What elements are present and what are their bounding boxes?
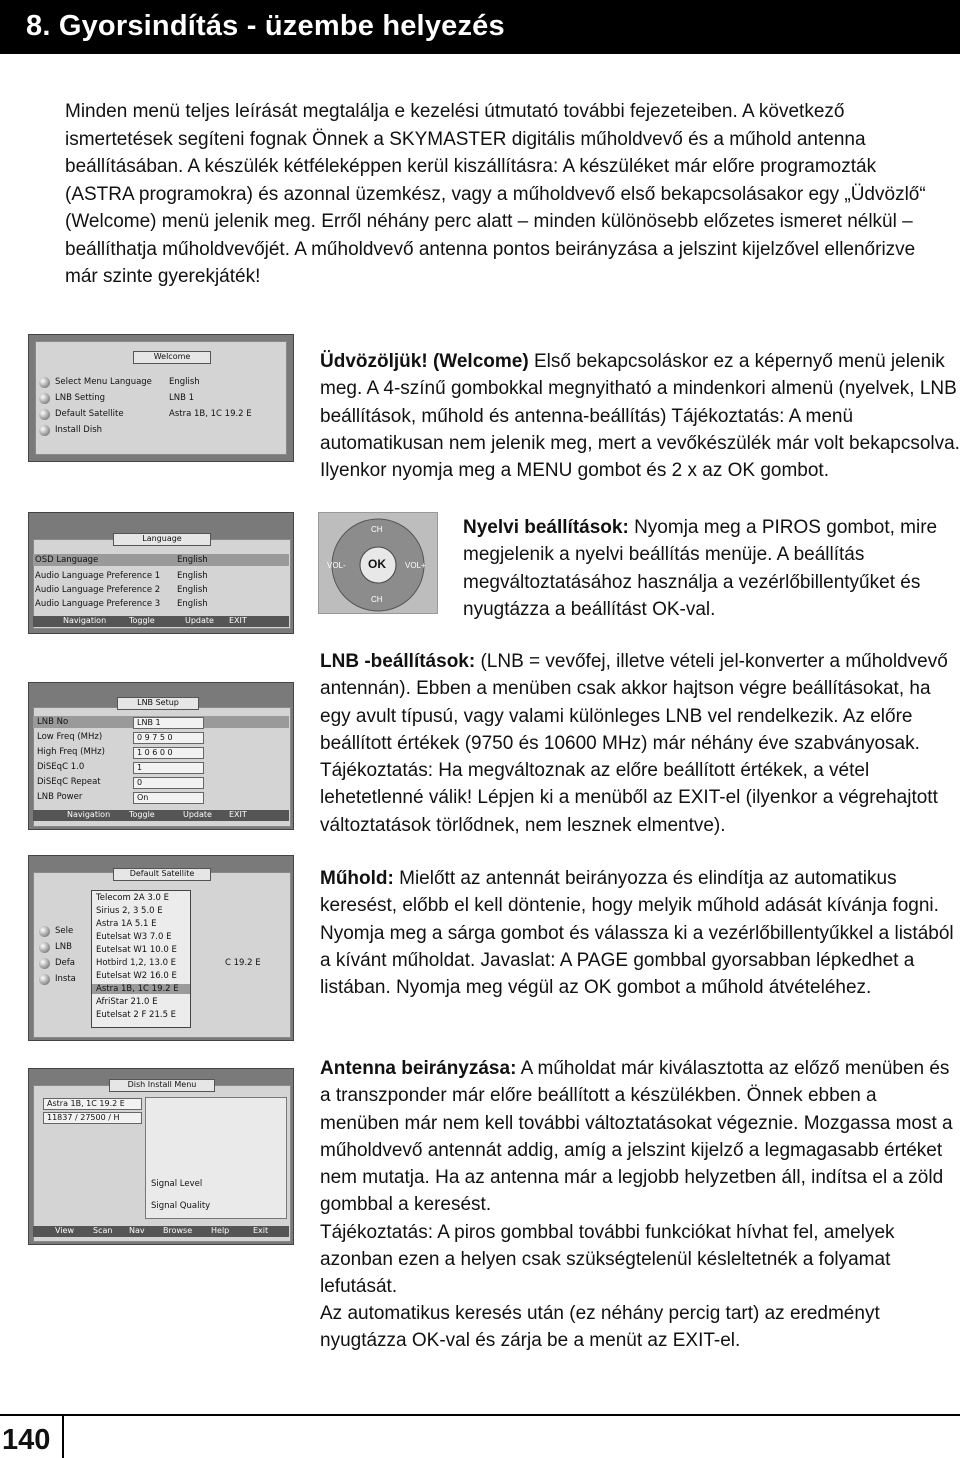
list-item[interactable]: Hotbird 1,2, 13.0 E — [96, 958, 177, 968]
section-text: A műholdat már kiválasztotta az előző menüben és a transzponder már előre beállított a készülékben. Önnek ebben a menüben már nem kell további változtatásokat végeznie. Mozgassa most a műholdvevő antennát addig, amíg a jelszint kijelző a legmagasabb értéket nem mutatja. Ha az antenna már a legjobb helyzetben áll, indítsa el a zöld gombbal a keresést. — [320, 1058, 953, 1216]
chapter-header — [0, 0, 960, 54]
screen-title: Welcome — [133, 351, 211, 364]
menu-item-value: English — [169, 377, 200, 387]
menu-item-label: Audio Language Preference 1 — [35, 571, 161, 581]
section-heading: Antenna beirányzása: — [320, 1058, 517, 1079]
yellow-button-icon — [39, 409, 50, 420]
channel-down-label: CH — [371, 595, 383, 604]
menu-item-value: English — [177, 571, 208, 581]
list-item[interactable]: AfriStar 21.0 E — [96, 997, 158, 1007]
language-screenshot — [28, 512, 294, 634]
welcome-section — [320, 348, 960, 484]
menu-item-label: LNB — [55, 942, 72, 952]
menu-item-value: English — [177, 585, 208, 595]
menu-item-label: Sele — [55, 926, 74, 936]
menu-item-value: On — [133, 792, 204, 804]
menu-item-label: High Freq (MHz) — [37, 747, 105, 757]
page-number: 140 — [2, 1424, 51, 1456]
menu-item-label: Audio Language Preference 2 — [35, 585, 161, 595]
screen-footer: View Scan Nav Browse Help Exit — [33, 1226, 289, 1237]
signal-quality-label: Signal Quality — [151, 1201, 211, 1211]
section-heading: Nyelvi beállítások: — [463, 517, 629, 538]
menu-item-label: Insta — [55, 974, 76, 984]
menu-item-label: OSD Language — [35, 555, 99, 565]
section-heading: LNB -beállítások: — [320, 651, 476, 672]
chapter-title: 8. Gyorsindítás - üzembe helyezés — [26, 10, 505, 42]
dish-install-screenshot — [28, 1068, 294, 1245]
signal-level-label: Signal Level — [151, 1179, 203, 1189]
satellite-field: Astra 1B, 1C 19.2 E — [43, 1098, 142, 1110]
menu-item-label: Audio Language Preference 3 — [35, 599, 161, 609]
menu-item-value: English — [177, 599, 208, 609]
list-item[interactable]: Eutelsat W2 16.0 E — [96, 971, 177, 981]
menu-item-value: 0 9 7 5 0 — [133, 732, 204, 744]
channel-up-label: CH — [371, 525, 383, 534]
menu-item-value: Astra 1B, 1C 19.2 E — [169, 409, 252, 419]
section-note: Tájékoztatás: A piros gombbal további funkciókat hívhat fel, amelyek azonban ezen a helyen csak szükségtelenül késleltetnék a folyamat lefutását. — [320, 1221, 895, 1298]
menu-item-value: 1 0 6 0 0 — [133, 747, 204, 759]
lnb-section — [320, 648, 960, 839]
satellite-section — [320, 865, 960, 1001]
menu-item-label: Default Satellite — [55, 409, 124, 419]
green-button-icon — [39, 393, 50, 404]
menu-item-label: LNB Setting — [55, 393, 106, 403]
section-text: Nyomja meg a PIROS gombot, mire megjelenik a nyelvi beállítás menüje. A beállítás megváltoztatásához használja a vezérlőbillentyűket és nyugtázza a beállítást OK-val. — [463, 517, 938, 620]
screen-title: Language — [113, 533, 211, 546]
section-text: Mielőtt az antennát beirányozza és elindítja az automatikus keresést, előbb el kell döntenie, hogy melyik műhold adását kívánja fogni. Nyomja meg a sárga gombot és válassza ki a vezérlőbillentyűkkel a listából a kívánt műholdat. Javaslat: A PAGE gombbal gyorsabban lépkedhet a listában. Nyomja meg végül az OK gombot a műhold átvételéhez. — [320, 868, 954, 999]
transponder-field: 11837 / 27500 / H — [43, 1112, 142, 1124]
list-item[interactable]: Eutelsat W1 10.0 E — [96, 945, 177, 955]
menu-item-value: LNB 1 — [169, 393, 195, 403]
menu-item-value: 1 — [133, 762, 204, 774]
ok-button-label: OK — [368, 557, 386, 571]
footer-divider — [62, 1414, 64, 1458]
footer-rule — [0, 1414, 960, 1416]
screen-footer: Navigation Toggle Update EXIT — [33, 616, 289, 627]
list-item[interactable]: Astra 1A 5.1 E — [96, 919, 157, 929]
menu-item-label: DiSEqC Repeat — [37, 777, 101, 787]
list-item[interactable]: Eutelsat 2 F 21.5 E — [96, 1010, 177, 1020]
menu-item-value: 0 — [133, 777, 204, 789]
screen-title: Default Satellite — [113, 868, 211, 881]
antenna-section — [320, 1055, 960, 1301]
red-button-icon — [39, 377, 50, 388]
section-text: Első bekapcsoláskor ez a képernyő menü jelenik meg. A 4-színű gombokkal megnyitható a mindenkori almenü (nyelvek, LNB beállítások, műhold és antenna-beállítás) Tájékoztatás: A menü automatikusan nem jelenik meg, mert a vevőkészülék már volt bekapcsolva. Ilyenkor nyomja meg a MENU gombot és 2 x az OK gombot. — [320, 351, 960, 482]
welcome-screenshot — [28, 334, 294, 462]
final-paragraph: Az automatikus keresés után (ez néhány percig tart) az eredményt nyugtázza OK-val és zárja be a menüt az EXIT-el. — [320, 1303, 880, 1352]
satellite-list[interactable] — [91, 890, 191, 1028]
menu-item-label: LNB Power — [37, 792, 83, 802]
list-item[interactable]: Telecom 2A 3.0 E — [96, 893, 169, 903]
menu-item-label: Select Menu Language — [55, 377, 152, 387]
menu-item-label: Defa — [55, 958, 75, 968]
section-text: (LNB = vevőfej, illetve vételi jel-konverter a műholdvevő antennán). Ebben a menüben csak akkor hajtson végre beállításokat, ha egy avult típusú, vagy valami különleges LNB vel rendelkezik. Az előre beállított értékek (9750 és 10600 MHz) már néhány éve szabványosak. Tájékoztatás: Ha megváltoznak az előre beállított értékek, a vétel lehetetlenné válik! Lépjen ki a menüből az EXIT-el (ilyenkor a végrehajtott változtatások törlődnek, nem lesznek elmentve). — [320, 651, 948, 836]
intro-paragraph: Minden menü teljes leírását megtalálja e kezelési útmutató további fejezeteiben. A következő ismertetések segíteni fognak Önnek a SKYMASTER digitális műholdvevő és a műhold antenna beállításában. A készülék kétféleképpen kerül kiszállításra: A készüléket már előre programozták (ASTRA programokra) és azonnal üzemkész, vagy a műholdvevő első bekapcsolásakor egy „Üdvözlő“ (Welcome) menü jelenik meg. Erről néhány perc alatt – minden különösebb előzetes ismeret nélkül – beállíthatja műholdvevőjét. A műholdvevő antenna pontos beirányzása a jelszint kijelzővel ellenőrizve már szinte gyerekjáték! — [65, 101, 926, 287]
menu-item-label: Install Dish — [55, 425, 103, 435]
volume-up-label: VOL+ — [405, 561, 426, 570]
section-heading: Műhold: — [320, 868, 394, 889]
list-item[interactable]: Astra 1B, 1C 19.2 E — [92, 984, 190, 994]
menu-item-label: Low Freq (MHz) — [37, 732, 103, 742]
section-heading: Üdvözöljük! (Welcome) — [320, 351, 529, 372]
list-item[interactable]: Eutelsat W3 7.0 E — [96, 932, 172, 942]
lnb-setup-screenshot — [28, 682, 294, 830]
screen-footer: Navigation Toggle Update EXIT — [33, 810, 289, 821]
menu-item-value: English — [177, 555, 208, 565]
blue-button-icon — [39, 425, 50, 436]
menu-item-value: C 19.2 E — [225, 958, 261, 968]
default-satellite-screenshot — [28, 855, 294, 1041]
volume-down-label: VOL- — [327, 561, 346, 570]
screen-title: Dish Install Menu — [109, 1079, 215, 1092]
menu-item-value: LNB 1 — [133, 717, 204, 729]
screen-title: LNB Setup — [117, 697, 199, 710]
language-section — [463, 514, 960, 623]
remote-control-image — [318, 512, 438, 614]
list-item[interactable]: Sirius 2, 3 5.0 E — [96, 906, 163, 916]
menu-item-label: LNB No — [37, 717, 69, 727]
menu-item-label: DiSEqC 1.0 — [37, 762, 85, 772]
